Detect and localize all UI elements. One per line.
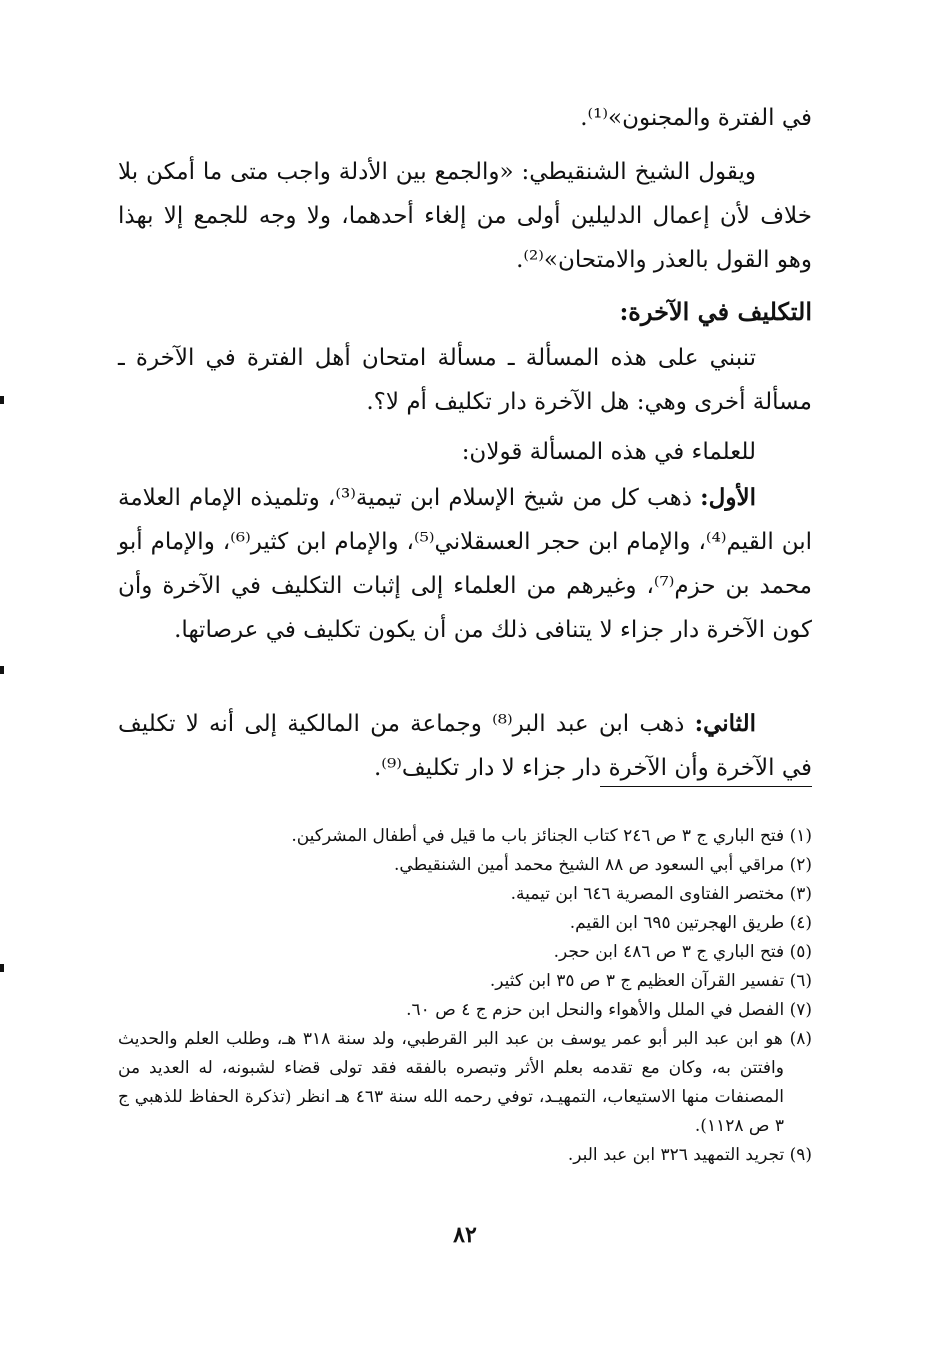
footnote-2: (٢) مراقي أبي السعود ص ٨٨ الشيخ محمد أمين الشنقيطي.	[394, 855, 812, 875]
footnote-4: (٤) طريق الهجرتين ٦٩٥ ابن القيم.	[569, 913, 812, 933]
opinion-lead-first: الأول:	[700, 484, 756, 511]
footnote-6: (٦) تفسير القرآن العظيم ج ٣ ص ٣٥ ابن كثير.	[489, 971, 812, 991]
paragraph-second-opinion	[118, 702, 812, 790]
page-number: ٨٢	[453, 1222, 477, 1248]
opinion-lead-second: الثاني:	[694, 710, 757, 737]
paragraph-continuation	[118, 96, 812, 140]
footnote-8: (٨) هو ابن عبد البر أبو عمر يوسف بن عبد البر القرطبي، ولد سنة ٣١٨ هـ، وطلب العلم والحديث وافتتن به، وكان مع تقدمه بعلم الأثر وتبصره بالفقه فقد تولى قضاء لشبونه، له العديد من المصنفات منها الاستيعاب، التمهيـد، توفي رحمه الله سنة ٤٦٣ هـ انظر (تذكرة الحفاظ للذهبي ج ٣ ص ١١٢٨).	[118, 1029, 813, 1136]
footnotes	[118, 822, 812, 1170]
scan-mark	[0, 396, 4, 404]
footnote-9: (٩) تجريد التمهيد ٣٢٦ ابن عبد البر.	[567, 1145, 812, 1165]
paragraph-shanqiti-quote	[118, 150, 812, 282]
section-heading: التكليف في الآخرة:	[619, 297, 812, 326]
footnote-7: (٧) الفصل في الملل والأهواء والنحل ابن حزم ج ٤ ص ٦٠.	[406, 1000, 812, 1020]
paragraph-text: ذهب ابن عبد البر⁽⁸⁾ وجماعة من المالكية إلى أنه لا تكليف في الآخرة وأن الآخرة دار جزاء لا دار تكليف⁽⁹⁾.	[118, 711, 812, 781]
paragraph-text: تنبني على هذه المسألة ـ مسألة امتحان أهل الفترة في الآخرة ـ مسألة أخرى وهي: هل الآخرة دار تكليف أم لا؟.	[118, 345, 812, 415]
paragraph-two-opinions	[118, 430, 812, 474]
paragraph-first-opinion	[118, 476, 812, 652]
paragraph-text: للعلماء في هذه المسألة قولان:	[461, 439, 756, 465]
paragraph-intro	[118, 336, 812, 424]
scan-mark	[0, 666, 4, 674]
footnote-separator	[600, 786, 812, 787]
footnote-3: (٣) مختصر الفتاوى المصرية ٦٤٦ ابن تيمية.	[510, 884, 812, 904]
footnote-1: (١) فتح الباري ج ٣ ص ٢٤٦ كتاب الجنائز باب ما قيل في أطفال المشركين.	[291, 826, 812, 846]
footnote-5: (٥) فتح الباري ج ٣ ص ٤٨٦ ابن حجر.	[553, 942, 812, 962]
paragraph-text: في الفترة والمجنون»⁽¹⁾.	[580, 105, 812, 131]
scan-mark	[0, 964, 4, 972]
paragraph-text: ويقول الشيخ الشنقيطي: «والجمع بين الأدلة واجب متى ما أمكن بلا خلاف لأن إعمال الدليلين أولى من إلغاء أحدهما، ولا وجه للجمع إلا بهذا وهو القول بالعذر والامتحان»⁽²⁾.	[118, 159, 812, 273]
paragraph-text: ذهب كل من شيخ الإسلام ابن تيمية⁽³⁾، وتلميذه الإمام العلامة ابن القيم⁽⁴⁾، والإمام ابن حجر العسقلاني⁽⁵⁾، والإمام ابن كثير⁽⁶⁾، والإمام أبو محمد بن حزم⁽⁷⁾، وغيرهم من العلماء إلى إثبات التكليف في الآخرة وأن كون الآخرة دار جزاء لا يتنافى ذلك من أن يكون تكليف في عرصاتها.	[118, 485, 812, 643]
